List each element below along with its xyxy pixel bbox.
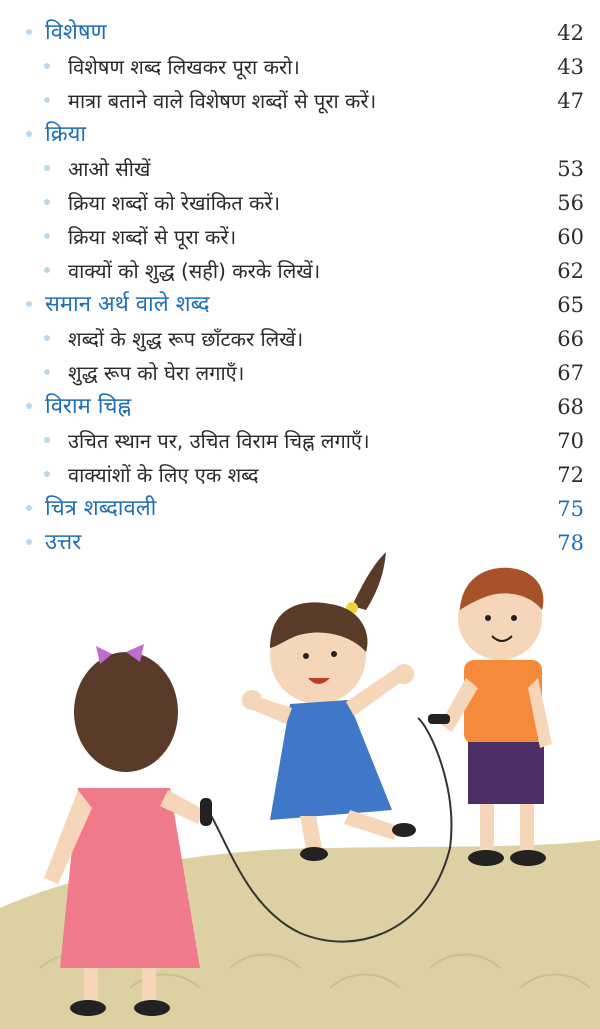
toc-page-number: 70 [557,429,584,453]
toc-row[interactable] [0,322,600,356]
toc-page-number: 47 [557,89,584,113]
bullet-dot [44,233,50,239]
toc-page-number: 66 [557,327,584,351]
boy-right-figure [428,568,552,866]
children-skipping-rope-illustration [0,548,600,1029]
toc-row[interactable] [0,220,600,254]
toc-row[interactable] [0,424,600,458]
bullet-dot [44,199,50,205]
bullet-dot [26,403,32,409]
bullet-dot [44,267,50,273]
toc-row[interactable] [0,50,600,84]
bullet-dot [44,97,50,103]
toc-row[interactable] [0,254,600,288]
toc-entry-title: क्रिया शब्दों को रेखांकित करें। [68,191,281,215]
toc-page-number: 53 [557,157,584,181]
toc-page-number: 67 [557,361,584,385]
bullet-dot [26,539,32,545]
toc-page-number: 43 [557,55,584,79]
bullet-dot [26,131,32,137]
bullet-dot [44,63,50,69]
bullet-dot [44,165,50,171]
girl-jumping-figure [242,552,416,861]
toc-page-number: 72 [557,463,584,487]
toc-page-number: 60 [557,225,584,249]
toc-entry-title: मात्रा बताने वाले विशेषण शब्दों से पूरा करें। [68,89,377,113]
toc-page-number: 62 [557,259,584,283]
toc-row[interactable] [0,16,600,50]
toc-section-title: चित्र शब्दावली [45,496,157,521]
toc-row[interactable] [0,288,600,322]
toc-row[interactable] [0,84,600,118]
toc-row[interactable] [0,152,600,186]
toc-entry-title: उचित स्थान पर, उचित विराम चिह्न लगाएँ। [68,429,370,453]
toc-section-title: क्रिया [45,122,87,147]
toc-entry-title: वाक्यांशों के लिए एक शब्द [68,463,259,487]
bullet-dot [44,369,50,375]
toc-entry-title: वाक्यों को शुद्ध (सही) करके लिखें। [68,259,321,283]
bullet-dot [26,505,32,511]
bullet-dot [26,301,32,307]
bullet-dot [44,335,50,341]
toc-entry-title: शब्दों के शुद्ध रूप छाँटकर लिखें। [68,327,304,351]
toc-page-number: 65 [557,293,584,317]
toc-page-number: 78 [557,531,584,555]
toc-page-number: 42 [557,21,584,45]
toc-section-title: उत्तर [45,530,82,555]
toc-row[interactable] [0,458,600,492]
toc-page-number: 75 [557,497,584,521]
toc-row[interactable] [0,390,600,424]
toc-entry-title: आओ सीखें [68,157,151,181]
toc-section-title: समान अर्थ वाले शब्द [45,292,210,317]
toc-section-title: विशेषण [45,20,107,45]
toc-entry-title: विशेषण शब्द लिखकर पूरा करो। [68,55,300,79]
toc-entry-title: शुद्ध रूप को घेरा लगाएँ। [68,361,245,385]
toc-section-title: विराम चिह्न [45,394,132,419]
toc-row[interactable] [0,186,600,220]
toc-page-number: 56 [557,191,584,215]
bullet-dot [44,437,50,443]
bullet-dot [26,29,32,35]
bullet-dot [44,471,50,477]
toc-row[interactable] [0,118,600,152]
toc-row[interactable] [0,492,600,526]
girl-left-figure [44,644,212,1016]
toc-entry-title: क्रिया शब्दों से पूरा करें। [68,225,237,249]
toc-page-number: 68 [557,395,584,419]
toc-row[interactable] [0,356,600,390]
